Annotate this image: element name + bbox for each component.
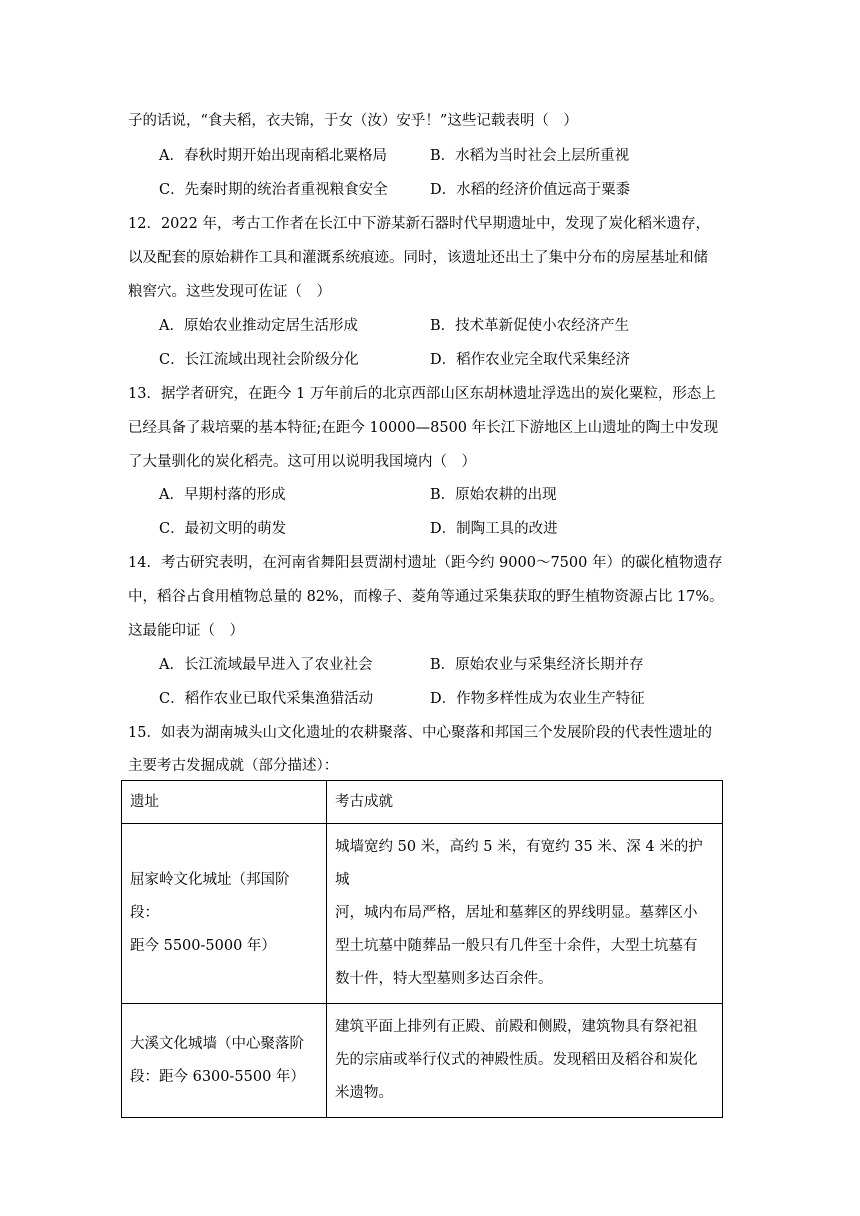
site-cell	[122, 1004, 327, 1118]
achievement-line: 城墙宽约 50 米，高约 5 米，有宽约 35 米、深 4 米的护城	[335, 839, 703, 888]
table-row	[122, 1004, 723, 1118]
q12-stem-line-2: 以及配套的原始耕作工具和灌溉系统痕迹。同时，该遗址还出土了集中分布的房屋基址和储	[128, 250, 708, 266]
site-line: 距今 5500-5000 年）	[130, 938, 276, 954]
achievement-cell	[327, 1004, 723, 1118]
q14-stem-line-3: 这最能印证（ ）	[128, 623, 244, 639]
achievement-line: 先的宗庙或举行仪式的神殿性质。发现稻田及稻谷和炭化	[335, 1052, 698, 1068]
site-line: 大溪文化城墙（中心聚落阶	[130, 1035, 304, 1052]
site-cell	[122, 824, 327, 1004]
table-row	[122, 824, 723, 1004]
q13-option-d: D．制陶工具的改进	[430, 521, 558, 537]
q11-option-b: B．水稻为当时社会上层所重视	[430, 148, 630, 164]
site-line: 段：距今 6300-5500 年）	[130, 1068, 305, 1085]
header-achievement: 考古成就	[327, 781, 723, 824]
q13-option-a: A．早期村落的形成	[159, 487, 286, 503]
q14-option-a: A．长江流域最早进入了农业社会	[159, 657, 373, 673]
q13-option-c: C．最初文明的萌发	[159, 521, 287, 537]
q11-option-a: A．春秋时期开始出现南稻北粟格局	[159, 148, 387, 164]
q12-stem-line-1: 12．2022 年，考古工作者在长江中下游某新石器时代早期遗址中，发现了炭化稻米遗存，	[128, 216, 710, 232]
achievement-line: 数十件，特大型墓则多达百余件。	[335, 971, 553, 987]
q14-stem-line-2: 中，稻谷占食用植物总量的 82%，而橡子、菱角等通过采集获取的野生植物资源占比 17%。	[128, 589, 724, 605]
q12-option-d: D．稻作农业完全取代采集经济	[430, 352, 631, 368]
archaeology-table	[121, 780, 723, 1118]
q14-option-c: C．稻作农业已取代采集渔猎活动	[159, 691, 374, 707]
table-header-row	[122, 781, 723, 824]
q14-stem-line-1: 14．考古研究表明，在河南省舞阳县贾湖村遗址（距今约 9000～7500 年）的碳化植物遗存	[128, 555, 723, 571]
header-site: 遗址	[122, 781, 327, 824]
achievement-line: 米遗物。	[335, 1085, 393, 1101]
q13-option-b: B．原始农耕的出现	[430, 487, 557, 503]
q11-stem-continued: 子的话说，“食夫稻，衣夫锦，于女（汝）安乎！”这些记载表明（ ）	[128, 113, 578, 129]
q13-stem-line-1: 13．据学者研究，在距今 1 万年前后的北京西部山区东胡林遗址浮选出的炭化粟粒，形态上	[128, 386, 716, 402]
q12-stem-line-3: 粮窖穴。这些发现可佐证（ ）	[128, 284, 331, 300]
q11-option-d: D．水稻的经济价值远高于粟黍	[430, 182, 631, 198]
q11-option-c: C．先秦时期的统治者重视粮食安全	[159, 182, 388, 198]
achievement-cell	[327, 824, 723, 1004]
achievement-line: 河，城内布局严格，居址和墓葬区的界线明显。墓葬区小	[335, 905, 698, 921]
q15-stem-line-1: 15．如表为湖南城头山文化遗址的农耕聚落、中心聚落和邦国三个发展阶段的代表性遗址的	[128, 725, 712, 741]
q14-option-b: B．原始农业与采集经济长期并存	[430, 657, 644, 673]
q12-option-b: B．技术革新促使小农经济产生	[430, 318, 630, 334]
q13-stem-line-3: 了大量驯化的炭化稻壳。这可用以说明我国境内（ ）	[128, 454, 476, 470]
q12-option-a: A．原始农业推动定居生活形成	[159, 318, 358, 334]
q12-option-c: C．长江流域出现社会阶级分化	[159, 352, 359, 368]
q15-stem-line-2: 主要考古发掘成就（部分描述）：	[128, 758, 339, 774]
q14-option-d: D．作物多样性成为农业生产特征	[430, 691, 645, 707]
q13-stem-line-2: 已经具备了栽培粟的基本特征;在距今 10000—8500 年长江下游地区上山遗址的陶土中发现	[128, 420, 719, 436]
achievement-line: 型土坑墓中随葬品一般只有几件至十余件，大型土坑墓有	[335, 938, 698, 954]
site-line: 屈家岭文化城址（邦国阶段：	[130, 872, 290, 921]
achievement-line: 建筑平面上排列有正殿、前殿和侧殿，建筑物具有祭祀祖	[335, 1019, 698, 1035]
